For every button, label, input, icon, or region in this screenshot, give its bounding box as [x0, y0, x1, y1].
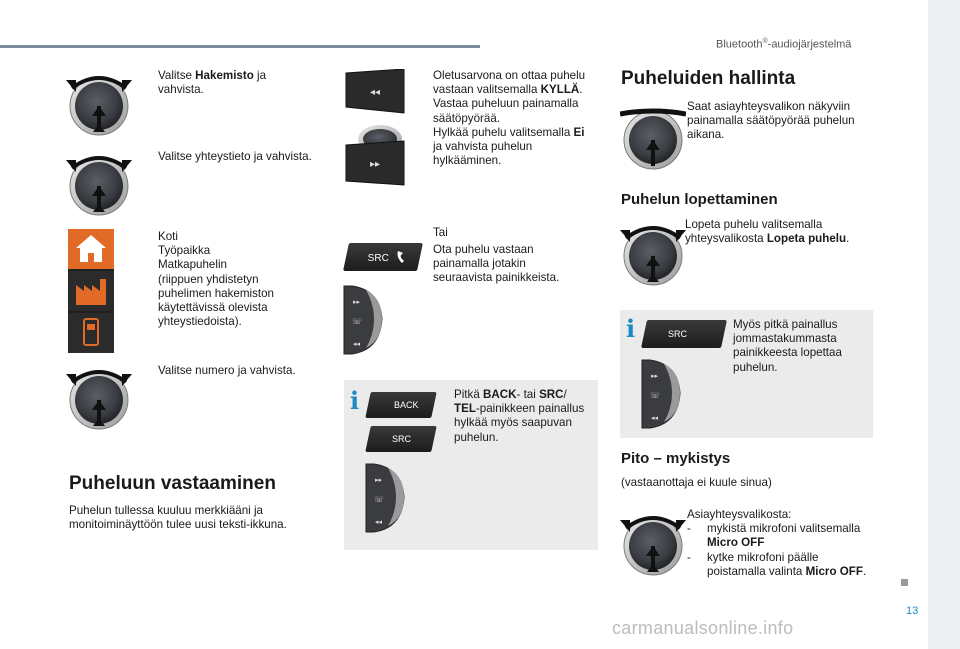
rotate-knob-icon: [66, 146, 132, 218]
header-rule: [0, 45, 480, 48]
text-reject: Hylkää puhelu valitsemalla Ei ja vahvista puhelun hylkääminen.: [433, 125, 585, 168]
info-text-reject: Pitkä BACK- tai SRC/ TEL-painikkeen painallus hylkää myös saapuvan puhelun.: [454, 388, 585, 444]
text-answer-buttons: Ota puhelu vastaan painamalla jotakin seuraavista painikkeista.: [433, 243, 560, 285]
text-or: Tai: [433, 226, 448, 239]
label-work: Työpaikka: [158, 244, 211, 258]
info-icon: i: [626, 314, 636, 343]
src-tel-button: SRC: [641, 320, 727, 348]
text-default-yes: Oletusarvona on ottaa puhelu vastaan valitsemalla KYLLÄ.: [433, 69, 586, 97]
steering-controls-icon: [342, 284, 386, 356]
src-tel-button: SRC: [365, 426, 437, 452]
watermark: carmanualsonline.info: [612, 618, 794, 638]
steering-controls-icon: [640, 358, 684, 430]
answer-instructions: [433, 69, 593, 168]
press-knob-icon: [620, 100, 686, 172]
text-press-wheel: Vastaa puheluun painamalla säätöpyörää.: [433, 97, 579, 125]
page-number: 13: [906, 605, 919, 617]
label-note: (riippuen yhdistetyn puhelimen hakemiston käytettävissä olevista yhteystiedoista).: [158, 272, 275, 329]
section-text-answer: Puhelun tullessa kuuluu merkkiääni ja monitoiminäyttöön tulee uusi teksti-ikkuna.: [69, 504, 287, 532]
contact-icons-svg: [68, 229, 114, 353]
label-mobile: Matkapuhelin: [158, 258, 227, 272]
rotate-knob-icon: [66, 360, 132, 432]
section-title-call-management: Puheluiden hallinta: [621, 68, 796, 89]
step-contact-types: [158, 230, 308, 329]
src-tel-button: SRC: [343, 243, 423, 271]
contact-type-icons: [68, 229, 114, 353]
bullet-unmute: - kytke mikrofoni päälle poistamalla valinta Micro OFF.: [687, 550, 867, 578]
step-select-number: Valitse numero ja vahvista.: [158, 364, 296, 377]
forward-knob-icon: [344, 123, 406, 187]
section-text-call-management: Saat asiayhteysvalikon näkyviin painamalla säätöpyörää puhelun aikana.: [687, 100, 855, 142]
rotate-knob-icon: [66, 66, 132, 138]
info-icon: i: [350, 386, 360, 415]
rotate-knob-icon: [620, 216, 686, 288]
section-title-answer: Puheluun vastaaminen: [69, 473, 276, 494]
rewind-button-icon: [344, 69, 406, 115]
phone-icon: [346, 243, 420, 271]
svg-text:◂◂: ◂◂: [370, 87, 381, 98]
bullet-mute: - mykistä mikrofoni valitsemalla Micro OFF: [687, 522, 861, 550]
section-text-end-call: Lopeta puhelu valitsemalla yhteysvalikosta Lopeta puhelu.: [685, 218, 850, 246]
back-button: BACK: [365, 392, 437, 418]
step-select-directory: Valitse Hakemisto ja vahvista.: [158, 69, 267, 97]
steering-controls-icon: [364, 462, 408, 534]
section-title-end-call: Puhelun lopettaminen: [621, 191, 778, 208]
context-menu-intro: Asiayhteysvalikosta:: [687, 508, 792, 521]
end-marker: [901, 579, 908, 586]
step-select-contact: Valitse yhteystieto ja vahvista.: [158, 150, 312, 163]
section-text-hold-mute: [687, 508, 872, 579]
section-subtitle-hold-mute: (vastaanottaja ei kuule sinua): [621, 476, 772, 489]
rotate-knob-icon: [620, 506, 686, 578]
running-header: Bluetooth®-audiojärjestelmä: [716, 38, 852, 51]
label-home: Koti: [158, 230, 178, 243]
svg-text:▸▸: ▸▸: [370, 159, 381, 170]
page-side-strip: [928, 0, 960, 649]
section-title-hold-mute: Pito – mykistys: [621, 450, 731, 467]
info-text-end-call: Myös pitkä painallus jommastakummasta painikkeesta lopettaa puhelun.: [733, 318, 842, 374]
